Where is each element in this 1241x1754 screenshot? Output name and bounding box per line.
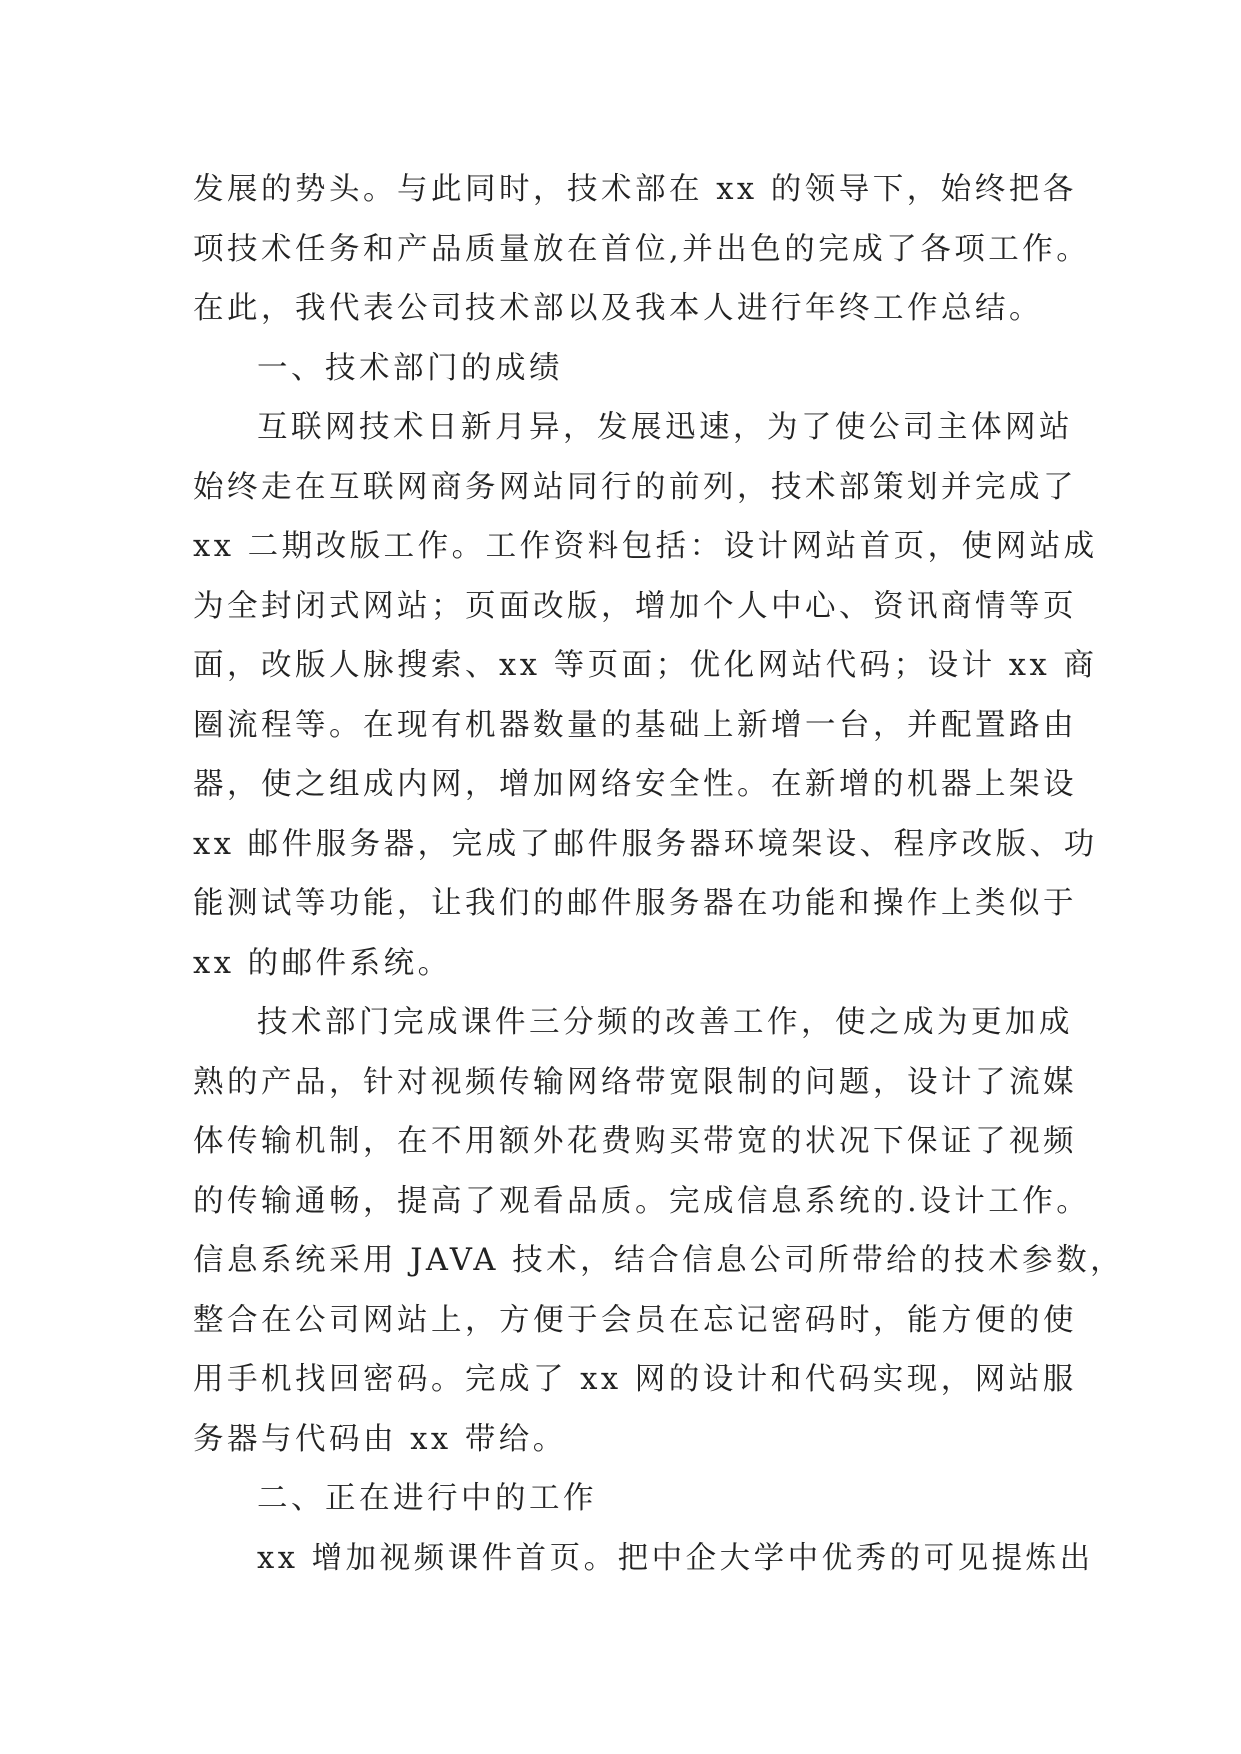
- text-line: 信息系统采用 JAVA 技术，结合信息公司所带给的技术参数，: [193, 1243, 1125, 1278]
- text-line: xx 邮件服务器，完成了邮件服务器环境架设、程序改版、功: [193, 826, 1098, 862]
- text-line: 熟的产品，针对视频传输网络带宽限制的问题，设计了流媒: [193, 1064, 1077, 1100]
- text-line: 整合在公司网站上，方便于会员在忘记密码时，能方便的使: [193, 1302, 1077, 1338]
- text-line: 二、正在进行中的工作: [257, 1481, 597, 1516]
- text-line: 项技术任务和产品质量放在首位,并出色的完成了各项工作。: [193, 231, 1091, 267]
- text-line: 一、技术部门的成绩: [257, 350, 563, 386]
- text-line: 的传输通畅，提高了观看品质。完成信息系统的.设计工作。: [193, 1183, 1091, 1219]
- text-line: 互联网技术日新月异，发展迅速，为了使公司主体网站: [257, 410, 1073, 445]
- text-line: xx 二期改版工作。工作资料包括：设计网站首页，使网站成: [193, 529, 1098, 564]
- text-line: 圈流程等。在现有机器数量的基础上新增一台，并配置路由: [193, 707, 1077, 743]
- text-line: 始终走在互联网商务网站同行的前列，技术部策划并完成了: [193, 469, 1077, 505]
- document-body: [193, 160, 1125, 1588]
- text-line: 为全封闭式网站；页面改版，增加个人中心、资讯商情等页: [193, 588, 1077, 624]
- text-line: 器，使之组成内网，增加网络安全性。在新增的机器上架设: [193, 767, 1077, 802]
- text-line: 能测试等功能，让我们的邮件服务器在功能和操作上类似于: [193, 886, 1077, 921]
- text-line: 务器与代码由 xx 带给。: [193, 1421, 567, 1457]
- text-line: 在此，我代表公司技术部以及我本人进行年终工作总结。: [193, 291, 1043, 326]
- text-line: 技术部门完成课件三分频的改善工作，使之成为更加成: [257, 1005, 1073, 1040]
- text-line: xx 的邮件系统。: [193, 945, 452, 981]
- text-line: 发展的势头。与此同时，技术部在 xx 的领导下，始终把各: [193, 172, 1077, 207]
- text-line: 面，改版人脉搜索、xx 等页面；优化网站代码；设计 xx 商: [193, 648, 1098, 683]
- text-line: 体传输机制，在不用额外花费购买带宽的状况下保证了视频: [193, 1124, 1077, 1159]
- text-line: 用手机找回密码。完成了 xx 网的设计和代码实现，网站服: [193, 1362, 1077, 1397]
- text-line: xx 增加视频课件首页。把中企大学中优秀的可见提炼出: [257, 1540, 1094, 1576]
